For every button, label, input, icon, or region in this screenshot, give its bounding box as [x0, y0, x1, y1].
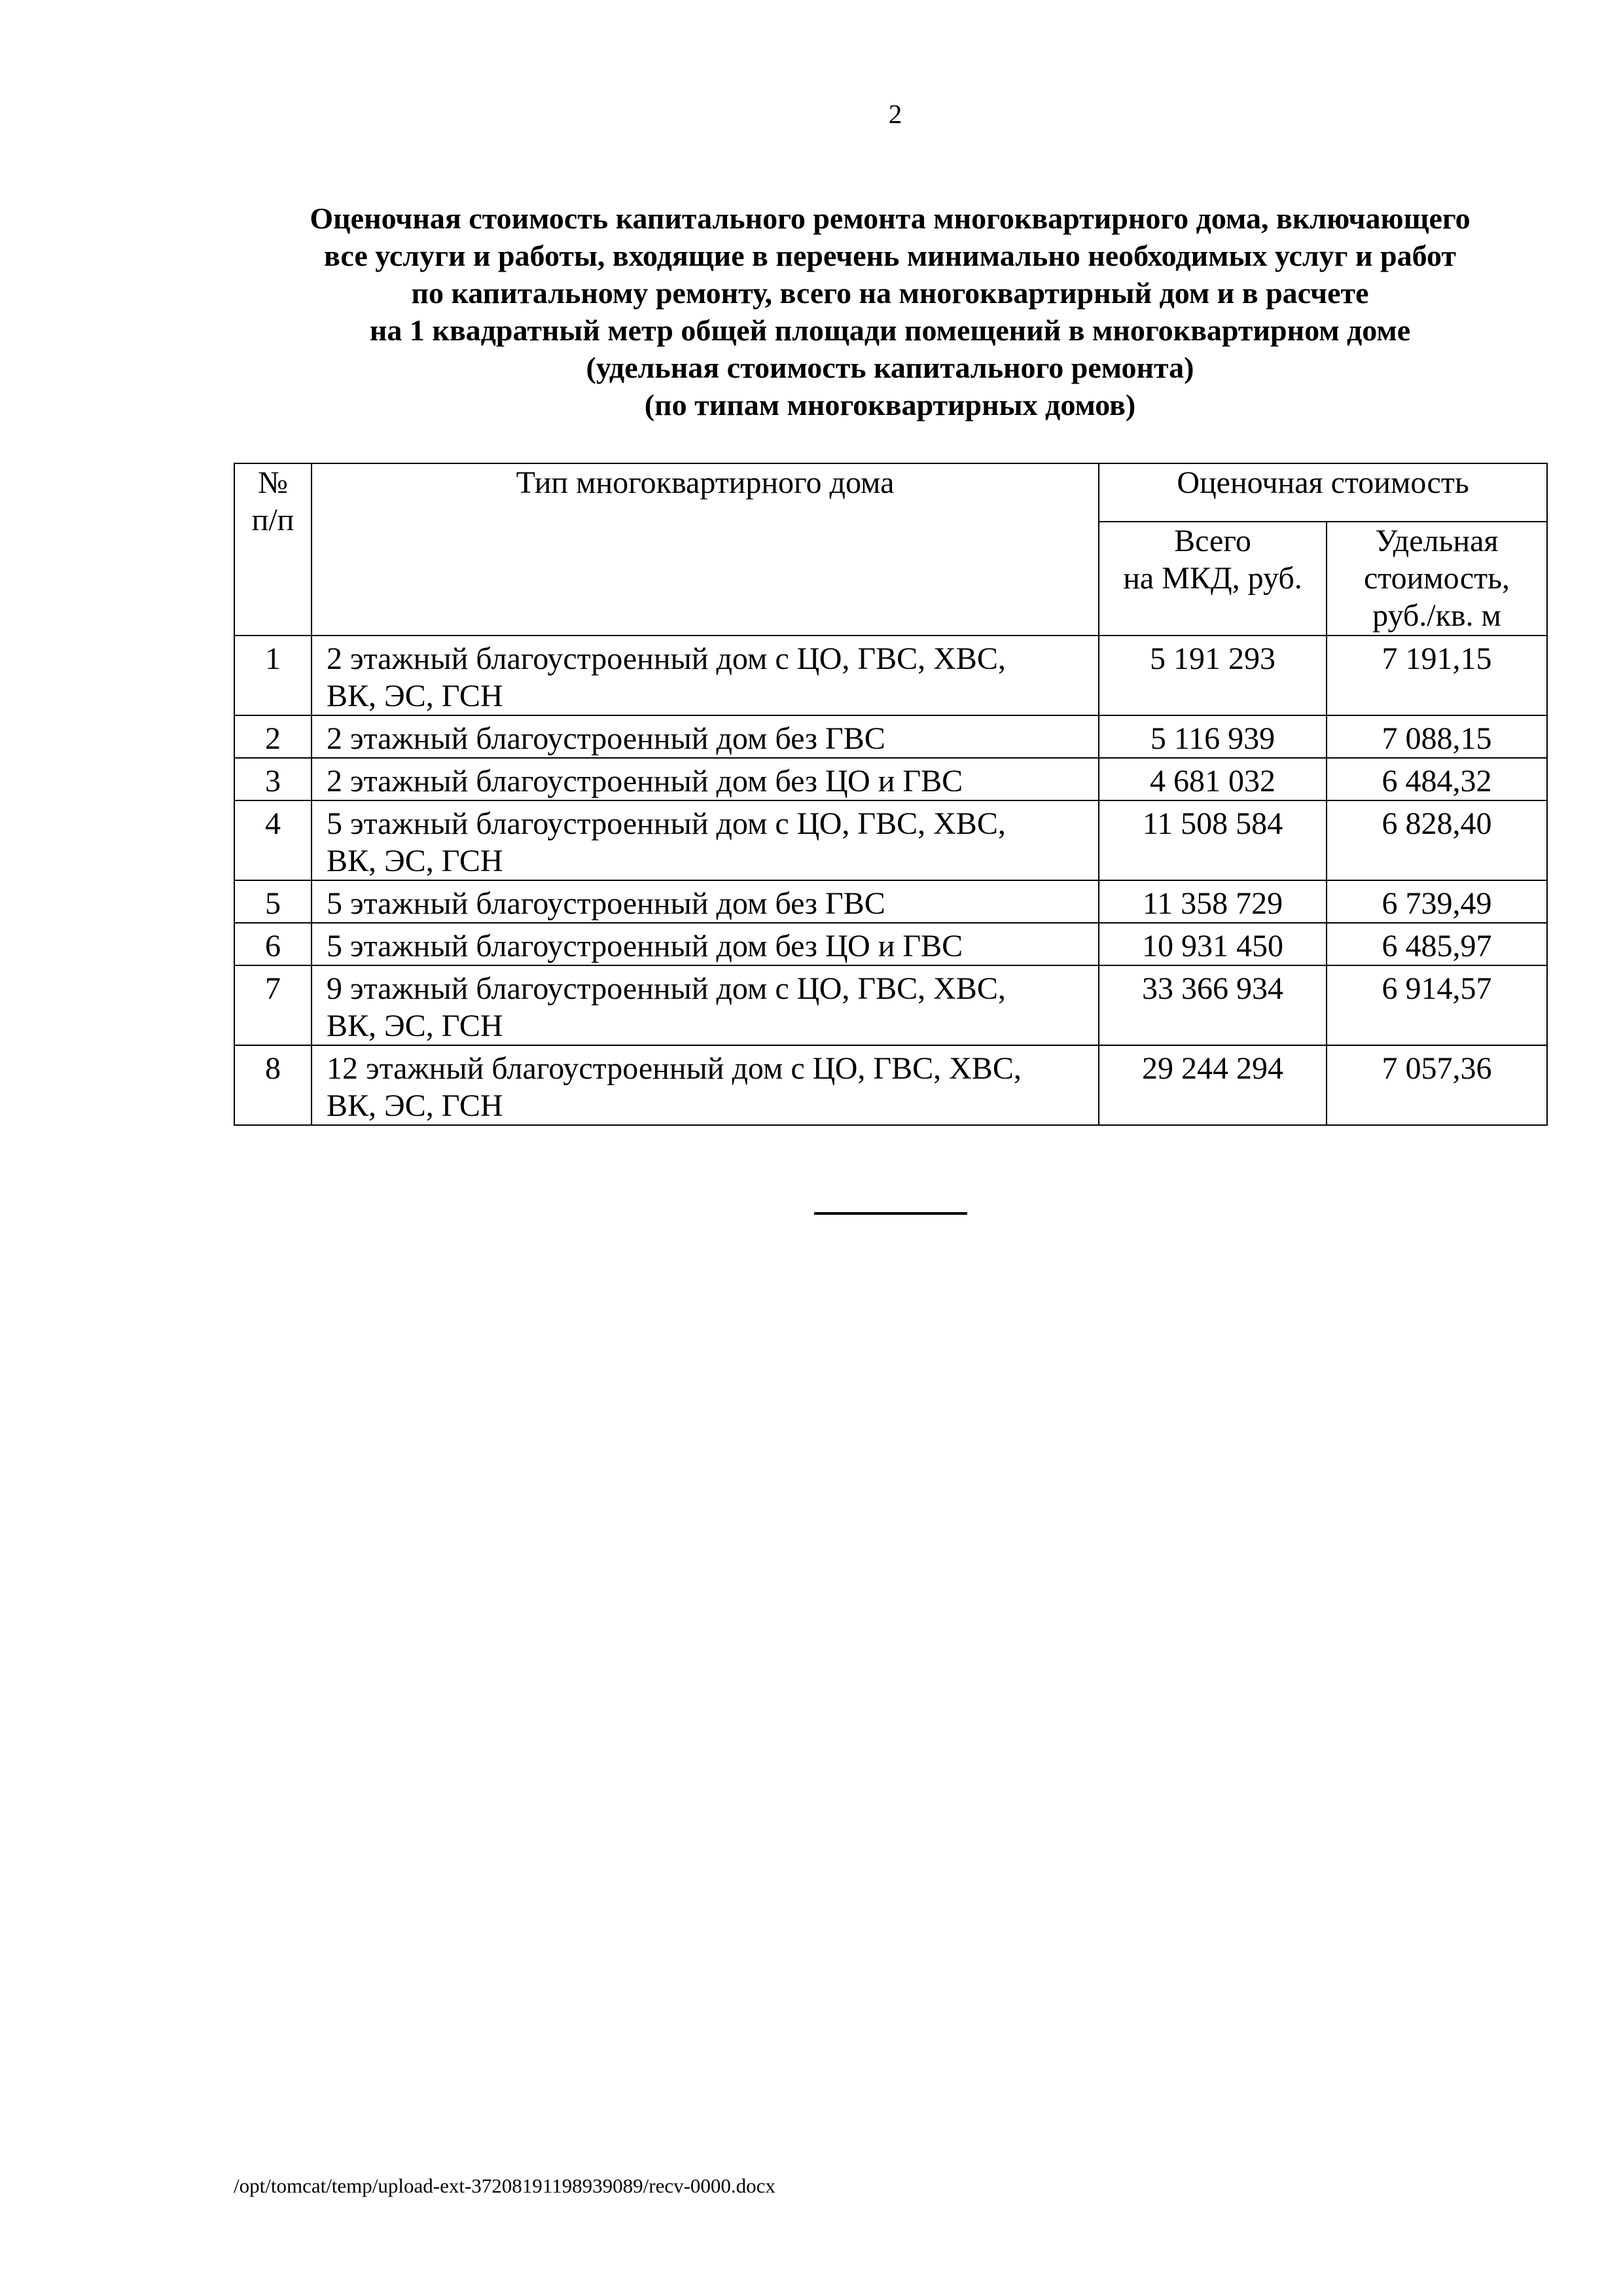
title-line: (удельная стоимость капитального ремонта): [586, 351, 1194, 384]
header-specific-line2: стоимость,: [1363, 561, 1510, 596]
row-type: [312, 800, 1099, 880]
row-total: 5 191 293: [1099, 636, 1327, 715]
row-specific: 7 088,15: [1327, 715, 1547, 758]
table-row: [234, 880, 1547, 923]
row-type-line: ВК, ЭС, ГСН: [327, 844, 503, 878]
page-number: 2: [888, 99, 902, 129]
table-row: [234, 965, 1547, 1045]
row-num: 2: [234, 715, 312, 758]
row-total: 33 366 934: [1099, 965, 1327, 1045]
table-row: [234, 800, 1547, 880]
table-row: [234, 1045, 1547, 1125]
row-type: 2 этажный благоустроенный дом без ЦО и ГВС: [312, 758, 1099, 800]
row-type-line: 12 этажный благоустроенный дом с ЦО, ГВС, ХВС,: [327, 1051, 1022, 1086]
row-total: 11 508 584: [1099, 800, 1327, 880]
row-type-line: 5 этажный благоустроенный дом с ЦО, ГВС, ХВС,: [327, 806, 1006, 841]
row-type-line: 9 этажный благоустроенный дом с ЦО, ГВС, ХВС,: [327, 971, 1006, 1006]
row-num: 4: [234, 800, 312, 880]
row-specific: 6 914,57: [1327, 965, 1547, 1045]
row-total: 11 358 729: [1099, 880, 1327, 923]
header-num-line1: №: [258, 465, 288, 500]
title-line: (по типам многоквартирных домов): [644, 388, 1136, 422]
row-type: [312, 636, 1099, 715]
cost-table: [234, 463, 1548, 1126]
row-type: [312, 1045, 1099, 1125]
row-total: 29 244 294: [1099, 1045, 1327, 1125]
row-total: 10 931 450: [1099, 923, 1327, 965]
header-specific-line3: руб./кв. м: [1372, 598, 1501, 633]
row-total: 5 116 939: [1099, 715, 1327, 758]
end-of-document-line: [814, 1212, 967, 1215]
row-type: 2 этажный благоустроенный дом без ГВС: [312, 715, 1099, 758]
header-total-line2: на МКД, руб.: [1123, 561, 1302, 596]
title-line: все услуги и работы, входящие в перечень минимально необходимых услуг и работ: [323, 239, 1457, 272]
row-type-line: ВК, ЭС, ГСН: [327, 679, 503, 713]
document-title: [236, 200, 1544, 423]
row-num: 8: [234, 1045, 312, 1125]
row-num: 7: [234, 965, 312, 1045]
header-num: [234, 463, 312, 636]
header-specific: [1327, 522, 1547, 636]
row-specific: 7 191,15: [1327, 636, 1547, 715]
footer-file-path: /opt/tomcat/temp/upload-ext-37208191198939089/recv-0000.docx: [234, 2174, 776, 2197]
row-type: 5 этажный благоустроенный дом без ГВС: [312, 880, 1099, 923]
row-specific: 7 057,36: [1327, 1045, 1547, 1125]
row-type-line: ВК, ЭС, ГСН: [327, 1088, 503, 1123]
table-header-row: [234, 463, 1547, 522]
table-row: [234, 636, 1547, 715]
table-row: [234, 715, 1547, 758]
row-specific: 6 828,40: [1327, 800, 1547, 880]
row-num: 5: [234, 880, 312, 923]
row-specific: 6 739,49: [1327, 880, 1547, 923]
row-type: [312, 965, 1099, 1045]
row-type-line: ВК, ЭС, ГСН: [327, 1009, 503, 1043]
row-type-line: 2 этажный благоустроенный дом с ЦО, ГВС, ХВС,: [327, 641, 1006, 676]
header-cost-group: Оценочная стоимость: [1099, 463, 1547, 522]
row-num: 6: [234, 923, 312, 965]
header-total-line1: Всего: [1174, 524, 1251, 558]
row-num: 3: [234, 758, 312, 800]
title-line: Оценочная стоимость капитального ремонта многоквартирного дома, включающего: [310, 202, 1471, 235]
table-row: [234, 923, 1547, 965]
header-specific-line1: Удельная: [1375, 524, 1499, 558]
title-line: на 1 квадратный метр общей площади помещений в многоквартирном доме: [369, 314, 1411, 347]
row-num: 1: [234, 636, 312, 715]
row-specific: 6 484,32: [1327, 758, 1547, 800]
row-specific: 6 485,97: [1327, 923, 1547, 965]
header-total: [1099, 522, 1327, 636]
header-type: Тип многоквартирного дома: [312, 463, 1099, 636]
header-num-line2: п/п: [251, 503, 294, 537]
row-type: 5 этажный благоустроенный дом без ЦО и ГВС: [312, 923, 1099, 965]
title-line: по капитальному ремонту, всего на многоквартирный дом и в расчете: [411, 276, 1369, 310]
table-row: [234, 758, 1547, 800]
row-total: 4 681 032: [1099, 758, 1327, 800]
